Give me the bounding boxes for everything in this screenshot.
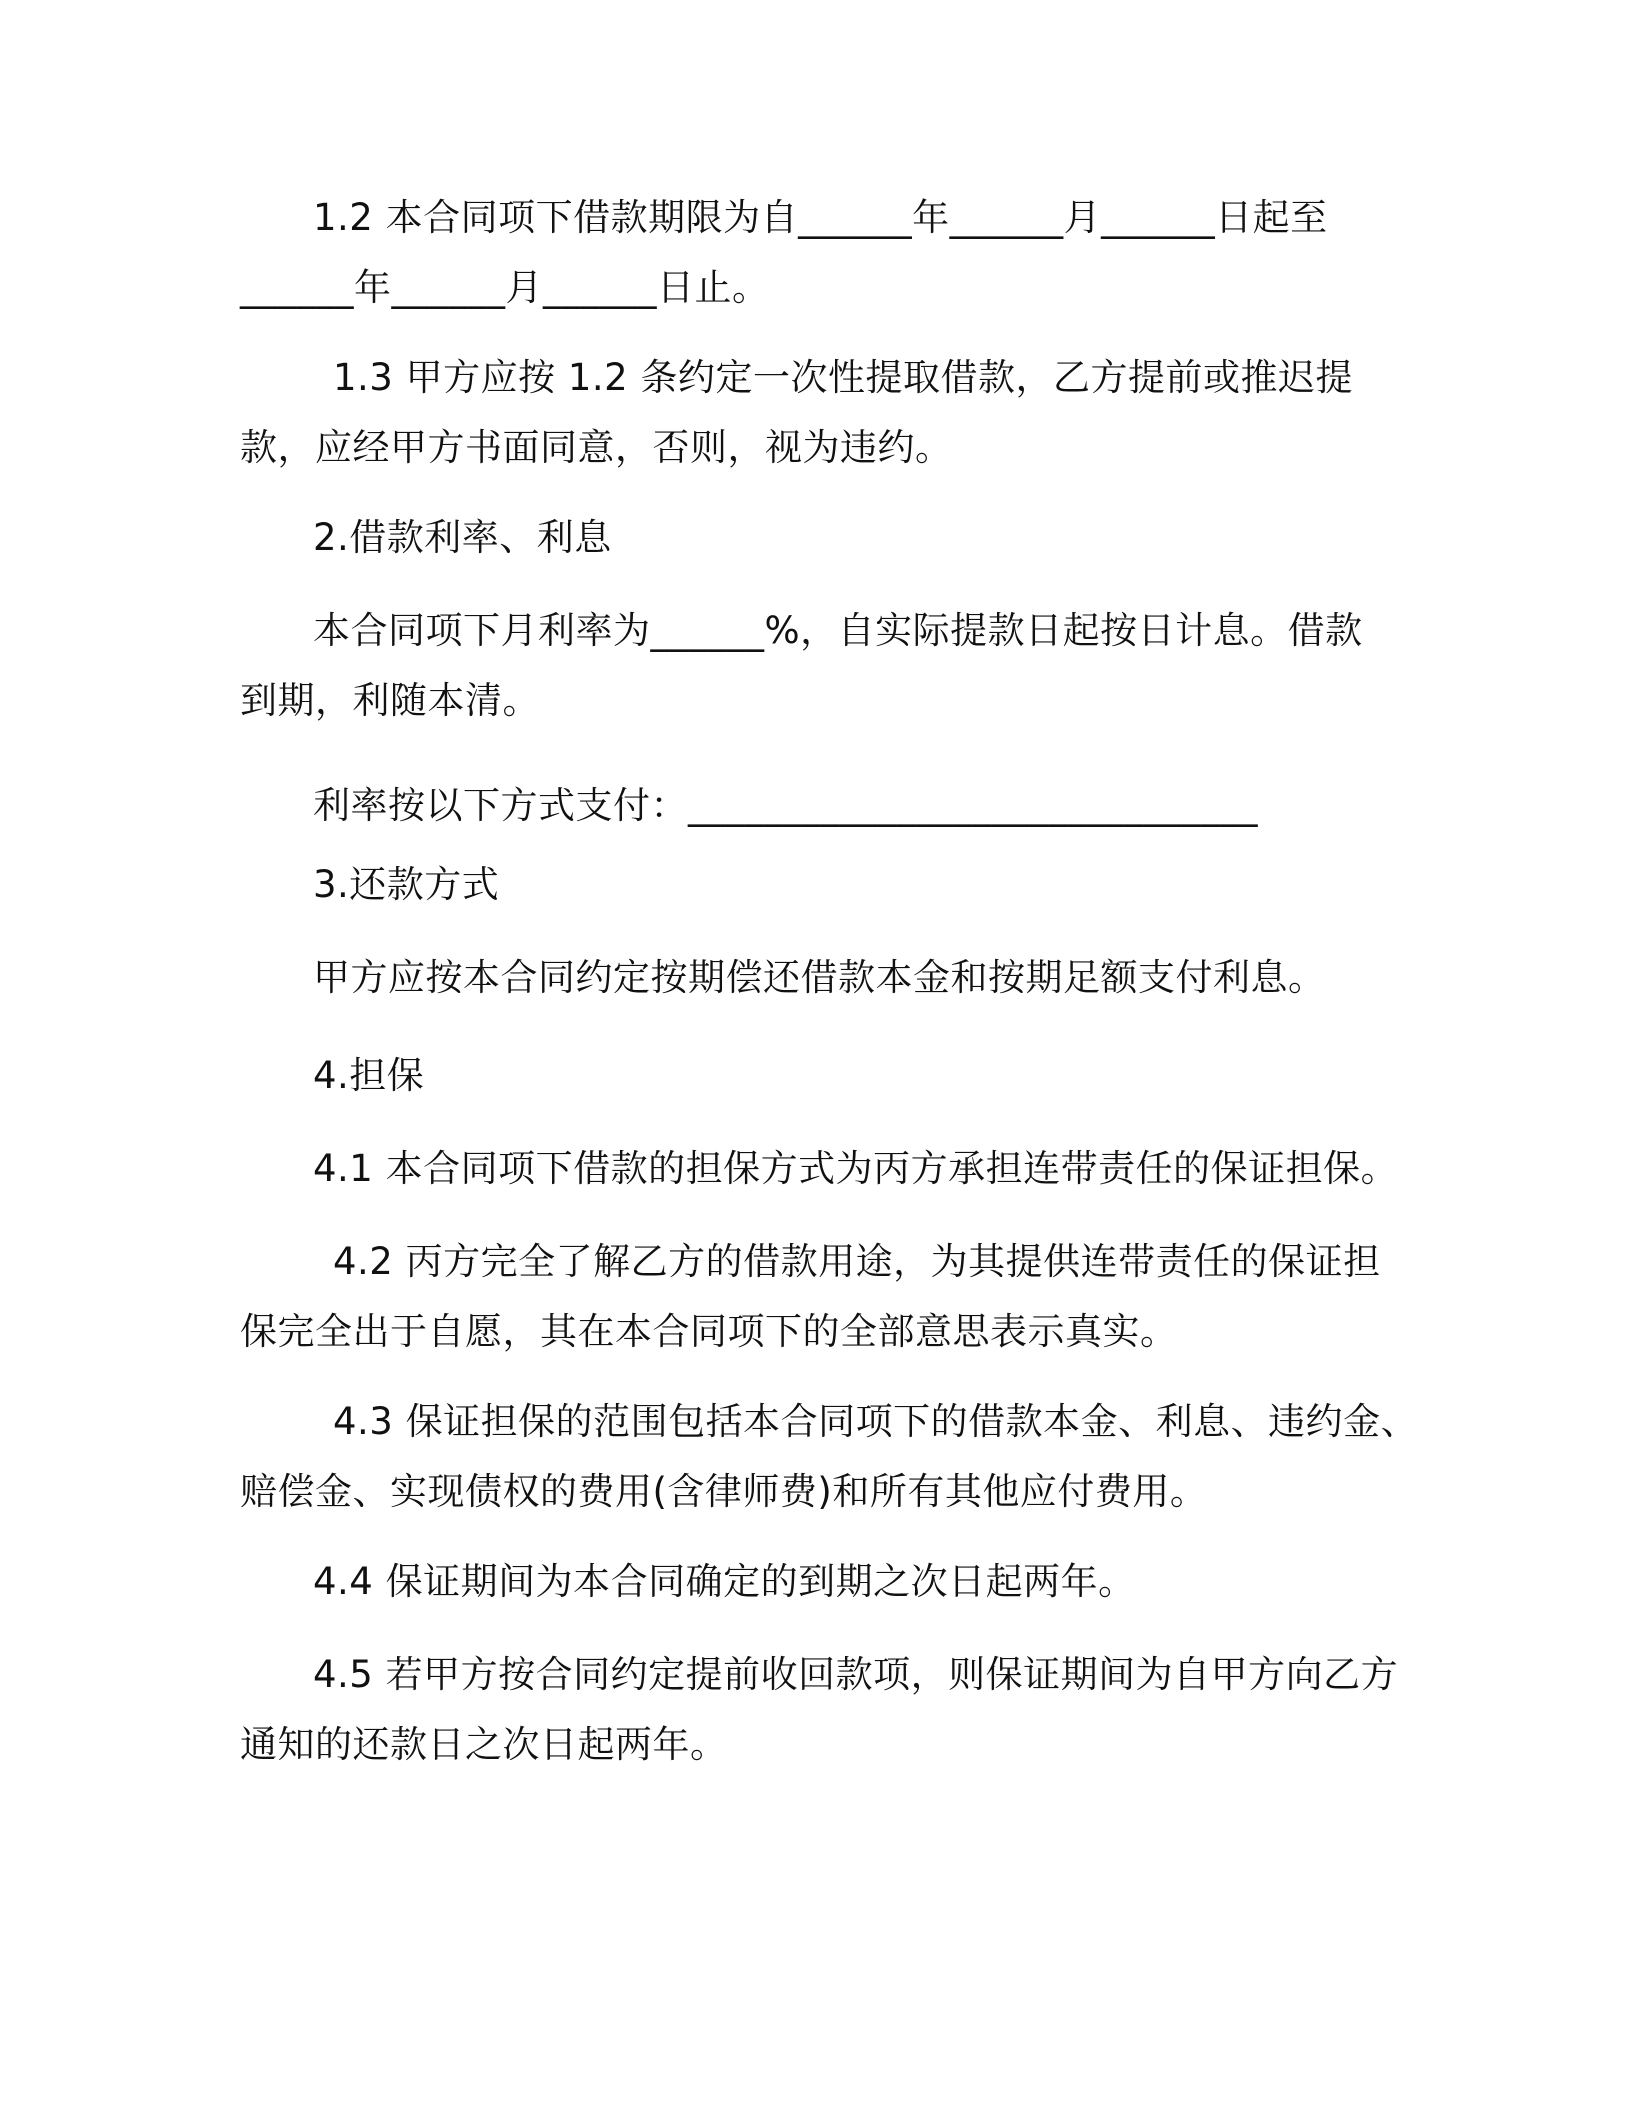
clause-4-3-line-2: 赔偿金、实现债权的费用(含律师费)和所有其他应付费用。 [240, 1470, 1208, 1513]
clause-1-2-line-1: 1.2 本合同项下借款期限为自______年______月______日起至 [313, 196, 1328, 239]
clause-4-3-line-1: 4.3 保证担保的范围包括本合同项下的借款本金、利息、违约金、 [333, 1400, 1419, 1443]
clause-4-2-line-2: 保完全出于自愿，其在本合同项下的全部意思表示真实。 [240, 1310, 1178, 1353]
clause-1-3-line-1: 1.3 甲方应按 1.2 条约定一次性提取借款，乙方提前或推迟提 [333, 356, 1353, 399]
clause-2-line-2: 到期，利随本清。 [240, 679, 540, 722]
clause-2-line-1: 本合同项下月利率为______%，自实际提款日起按日计息。借款 [313, 609, 1363, 652]
section-3-heading: 3.还款方式 [313, 863, 500, 906]
clause-1-3-line-2: 款，应经甲方书面同意，否则，视为违约。 [240, 426, 953, 469]
clause-4-4-line-1: 4.4 保证期间为本合同确定的到期之次日起两年。 [313, 1560, 1136, 1603]
clause-4-5-line-2: 通知的还款日之次日起两年。 [240, 1723, 728, 1766]
clause-4-5-line-1: 4.5 若甲方按合同约定提前收回款项，则保证期间为自甲方向乙方 [313, 1653, 1399, 1696]
section-2-heading: 2.借款利率、利息 [313, 516, 612, 559]
clause-3-line-1: 甲方应按本合同约定按期偿还借款本金和按期足额支付利息。 [313, 956, 1326, 999]
clause-4-2-line-1: 4.2 丙方完全了解乙方的借款用途，为其提供连带责任的保证担 [333, 1240, 1381, 1283]
clause-4-1-line-1: 4.1 本合同项下借款的担保方式为丙方承担连带责任的保证担保。 [313, 1147, 1399, 1190]
payment-method-line: 利率按以下方式支付：______________________________ [313, 784, 1258, 827]
clause-1-2-line-2: ______年______月______日止。 [240, 266, 770, 309]
section-4-heading: 4.担保 [313, 1054, 425, 1097]
